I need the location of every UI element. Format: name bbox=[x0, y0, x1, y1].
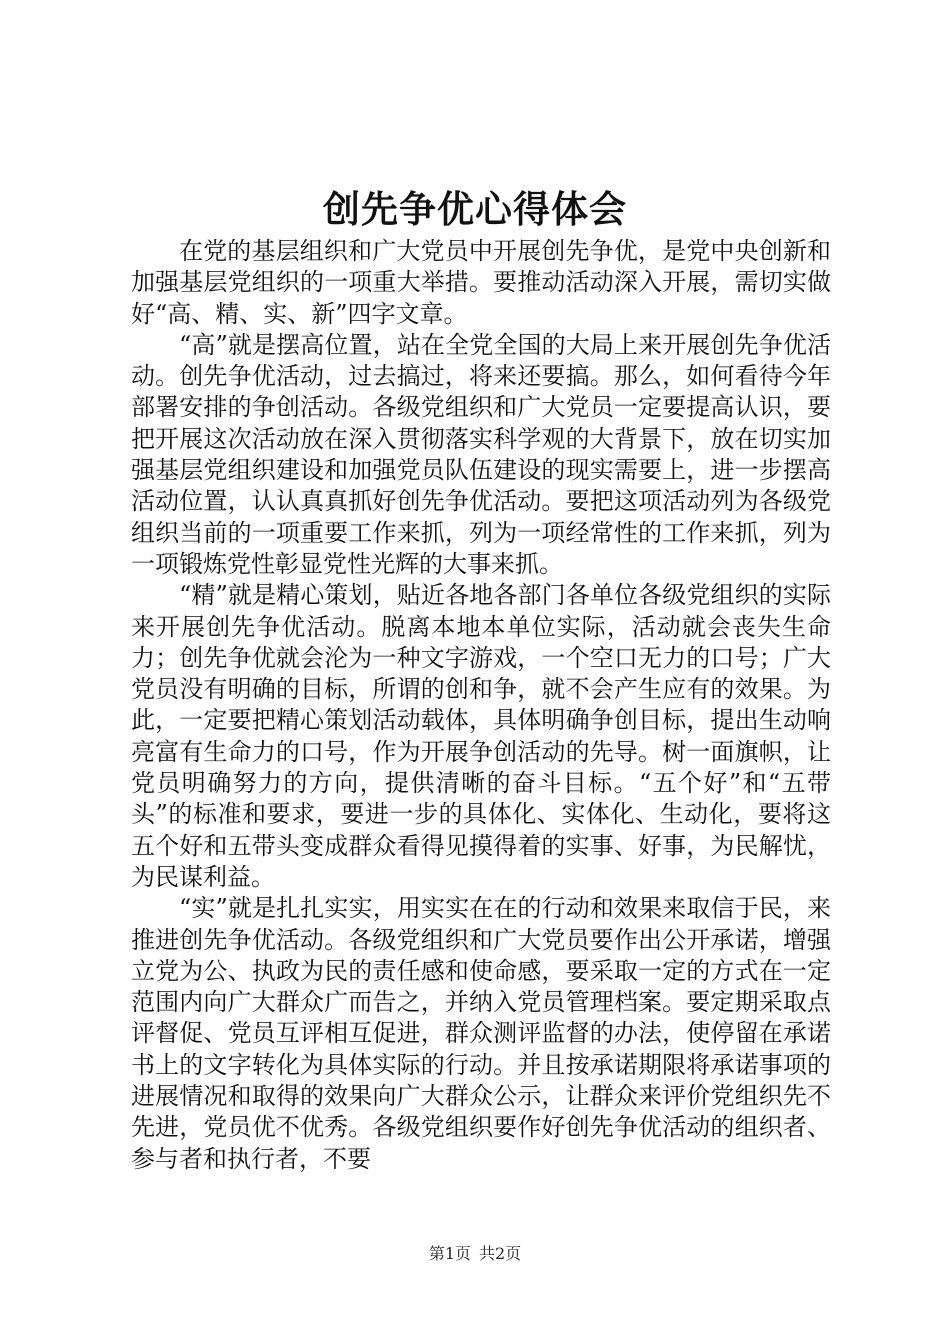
page-number-current: 第1页 bbox=[428, 1244, 471, 1263]
page-number-total: 共2页 bbox=[479, 1244, 522, 1263]
page-footer bbox=[0, 1243, 950, 1265]
paragraph-intro: 在党的基层组织和广大党员中开展创先争优，是党中央创新和加强基层党组织的一项重大举措。要推动活动深入开展，需切实做好“高、精、实、新”四字文章。 bbox=[131, 237, 831, 328]
paragraph-jing: “精”就是精心策划，贴近各地各部门各单位各级党组织的实际来开展创先争优活动。脱离本地本单位实际，活动就会丧失生命力；创先争优就会沦为一种文字游戏，一个空口无力的口号；广大党员没有明确的目标，所谓的创和争，就不会产生应有的效果。为此，一定要把精心策划活动载体，具体明确争创目标，提出生动响亮富有生命力的口号，作为开展争创活动的先导。树一面旗帜，让党员明确努力的方向，提供清晰的奋斗目标。“五个好”和“五带头”的标准和要求，要进一步的具体化、实体化、生动化，要将这五个好和五带头变成群众看得见摸得着的实事、好事，为民解忧，为民谋利益。 bbox=[131, 581, 831, 891]
document-title: 创先争优心得体会 bbox=[323, 187, 627, 231]
document-body bbox=[131, 236, 831, 1175]
paragraph-gao: “高”就是摆高位置，站在全党全国的大局上来开展创先争优活动。创先争优活动，过去搞过，将来还要搞。那么，如何看待今年部署安排的争创活动。各级党组织和广大党员一定要提高认识，要把开展这次活动放在深入贯彻落实科学观的大背景下，放在切实加强基层党组织建设和加强党员队伍建设的现实需要上，进一步摆高活动位置，认认真真抓好创先争优活动。要把这项活动列为各级党组织当前的一项重要工作来抓，列为一项经常性的工作来抓，列为一项锻炼党性彰显党性光辉的大事来抓。 bbox=[131, 330, 831, 578]
paragraph-shi: “实”就是扎扎实实，用实实在在的行动和效果来取信于民，来推进创先争优活动。各级党组织和广大党员要作出公开承诺，增强立党为公、执政为民的责任感和使命感，要采取一定的方式在一定范围内向广大群众广而告之，并纳入党员管理档案。要定期采取点评督促、党员互评相互促进，群众测评监督的办法，使停留在承诺书上的文字转化为具体实际的行动。并且按承诺期限将承诺事项的进展情况和取得的效果向广大群众公示，让群众来评价党组织先不先进，党员优不优秀。各级党组织要作好创先争优活动的组织者、参与者和执行者，不要 bbox=[131, 894, 831, 1173]
